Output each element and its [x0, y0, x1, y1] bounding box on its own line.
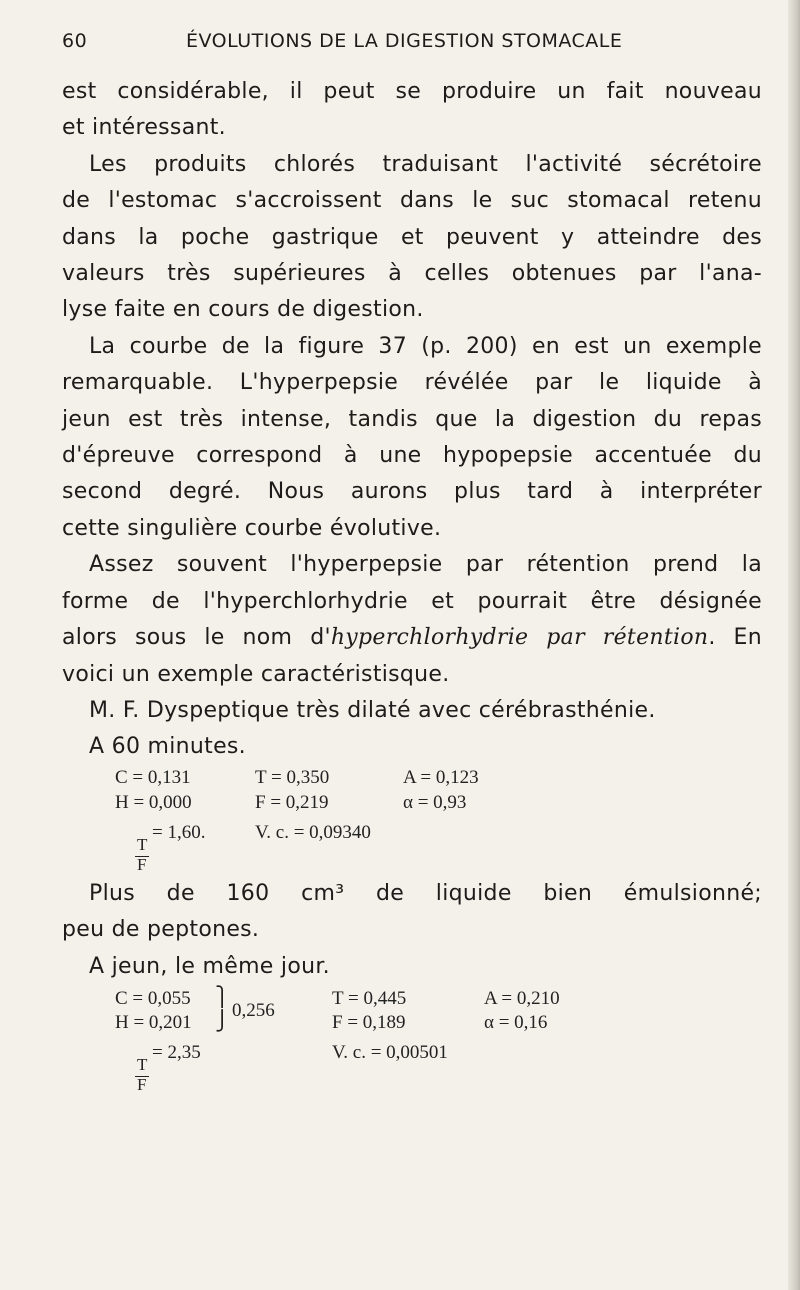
fraction-numerator: T: [137, 1055, 148, 1074]
text-line: et intéressant.: [62, 115, 226, 141]
text-line: A 60 minutes.: [89, 734, 246, 760]
formula-h: H = 0,000: [115, 792, 192, 813]
formula-a: A = 0,123: [403, 767, 479, 788]
formula-vc: V. c. = 0,00501: [332, 1042, 448, 1063]
text-line: Les produits chlorés traduisant l'activité sécrétoire: [89, 151, 762, 177]
formula-t: T = 0,445: [332, 988, 407, 1009]
text-line: La courbe de la figure 37 (p. 200) en est un exemple: [89, 333, 762, 359]
text-line: de l'estomac s'accroissent dans le suc stomacal retenu: [62, 188, 762, 214]
body-text-2: [62, 876, 762, 985]
text-line: [62, 620, 762, 656]
text-span: . En: [708, 625, 763, 651]
formula-h: H = 0,201: [115, 1012, 192, 1033]
body-text: [62, 74, 762, 766]
text-line: forme de l'hyperchlorhydrie et pourrait être désignée: [62, 588, 762, 614]
formula-sum: 0,256: [232, 1000, 275, 1021]
text-line: dans la poche gastrique et peuvent y atteindre des: [62, 224, 762, 250]
formula-alpha: α = 0,93: [403, 792, 467, 813]
text-line: second degré. Nous aurons plus tard à interpréter: [62, 479, 762, 505]
formula-c: C = 0,055: [115, 988, 191, 1009]
text-line: A jeun, le même jour.: [89, 953, 330, 979]
text-line: Plus de 160 cm³ de liquide bien émulsionné;: [89, 881, 762, 906]
text-line: remarquable. L'hyperpepsie révélée par le liquide à: [62, 370, 762, 396]
formula-c: C = 0,131: [115, 767, 191, 788]
page-number: 60: [62, 30, 88, 52]
text-line: cette singulière courbe évolutive.: [62, 515, 442, 541]
ratio-fraction: [135, 831, 149, 874]
text-span: alors sous le nom d': [62, 625, 331, 651]
formula-t: T = 0,350: [255, 767, 330, 788]
formula-alpha: α = 0,16: [484, 1012, 548, 1033]
text-line: est considérable, il peut se produire un fait nouveau: [62, 79, 762, 104]
formula-a: A = 0,210: [484, 988, 560, 1009]
formula-ratio: = 1,60.: [152, 822, 206, 843]
fraction-denominator: F: [137, 855, 147, 874]
brace-bottom: ⎭: [215, 1011, 230, 1032]
fraction-denominator: F: [137, 1075, 147, 1094]
text-line: peu de peptones.: [62, 917, 260, 943]
formula-f: F = 0,219: [255, 792, 329, 813]
page-edge-shadow: [788, 0, 800, 1290]
running-title: ÉVOLUTIONS DE LA DIGESTION STOMACALE: [186, 30, 623, 52]
italic-term: hyperchlorhydrie par rétention: [330, 625, 709, 651]
text-line: d'épreuve correspond à une hypopepsie accentuée du: [62, 443, 762, 469]
text-line: voici un exemple caractéristisque.: [62, 661, 450, 687]
fraction-numerator: T: [137, 835, 148, 854]
text-line: M. F. Dyspeptique très dilaté avec cérébrasthénie.: [89, 697, 656, 723]
text-line: lyse faite en cours de digestion.: [62, 297, 424, 323]
formula-ratio: = 2,35: [152, 1042, 201, 1063]
formula-vc: V. c. = 0,09340: [255, 822, 371, 843]
text-line: Assez souvent l'hyperpepsie par rétention prend la: [89, 552, 762, 578]
ratio-fraction: [135, 1051, 149, 1094]
brace-top: ⎫: [215, 987, 230, 1008]
formula-f: F = 0,189: [332, 1012, 406, 1033]
text-line: jeun est très intense, tandis que la digestion du repas: [62, 406, 762, 432]
text-line: valeurs très supérieures à celles obtenues par l'ana-: [62, 261, 762, 287]
